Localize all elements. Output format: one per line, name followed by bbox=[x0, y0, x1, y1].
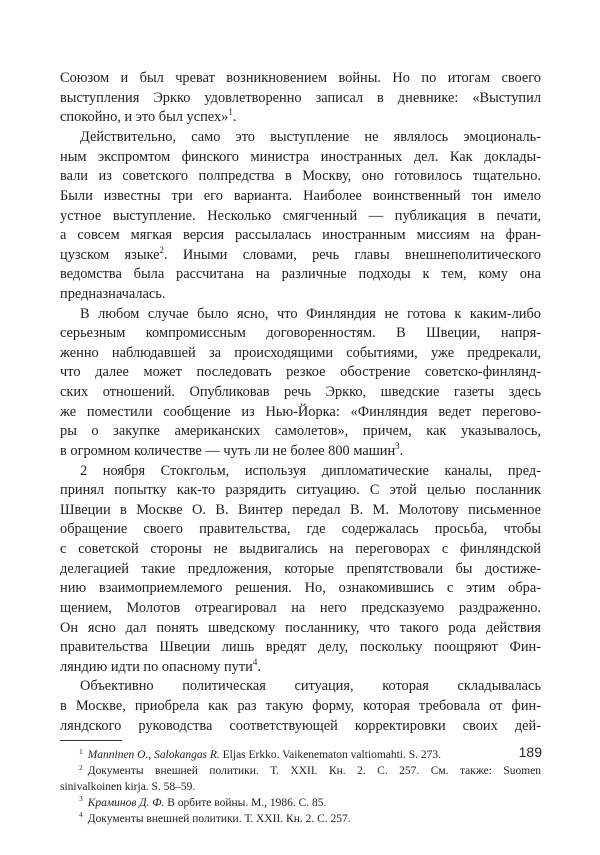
page-number: 189 bbox=[518, 743, 542, 760]
body-line: делегацией такие предложения, которые препятствовали бы достиже- bbox=[60, 560, 541, 577]
body-line: Объективно политическая ситуация, которая складывалась bbox=[80, 678, 541, 695]
footnote-number: 4 bbox=[79, 810, 83, 820]
body-line: ведомства была рассчитана на различные подходы к тем, кому она bbox=[60, 266, 541, 283]
body-line: выступления Эркко удовлетворенно записал в дневнике: «Выступил bbox=[60, 89, 541, 106]
body-line: серьезным компромиссным договоренностям. В Швеции, напря- bbox=[60, 325, 541, 342]
body-line: что далее может последовать резкое обострение советско-финлянд- bbox=[60, 364, 541, 381]
footnote-continuation: sinivalkoinen kirja. S. 58–59. bbox=[60, 781, 196, 794]
body-line: вали из советского полпредства в Москву, оно готовилось тщательно. bbox=[60, 168, 541, 185]
body-line-text: ляндию идти по опасному пути bbox=[60, 658, 253, 675]
body-line bbox=[60, 658, 541, 678]
footnote-ref: 4 bbox=[252, 657, 258, 668]
footnote-number: 1 bbox=[79, 746, 83, 756]
footnote-divider bbox=[60, 740, 122, 741]
body-line: Были известны три его варианта. Наиболее воинственный тон имело bbox=[60, 187, 541, 204]
footnote-number: 2 bbox=[79, 762, 83, 772]
footnote-text: Документы внешней политики. Т. XXII. Кн. 2. С. 257. См. также: Suomen bbox=[87, 765, 541, 778]
body-line-text: . bbox=[399, 442, 404, 459]
body-line: Союзом и был чреват возникновением войны. Но по итогам своего bbox=[60, 70, 541, 87]
body-line: щением, Молотов отреагировал на него предсказуемо раздраженно. bbox=[60, 599, 541, 616]
footnote bbox=[60, 748, 541, 764]
footnote bbox=[60, 796, 541, 812]
footnote-ref: 3 bbox=[395, 441, 400, 452]
footnote-ref: 1 bbox=[228, 107, 233, 118]
body-line-text: спокойно, и это был успех» bbox=[60, 109, 229, 126]
body-line: спокойно, и это был успех»$^1$. bbox=[60, 107, 237, 126]
body-line: ских отношений. Опубликовав речь Эркко, шведские газеты здесь bbox=[60, 384, 541, 401]
body-line: нию взаимоприемлемого решения. Но, ознакомившись с этим обра- bbox=[60, 580, 541, 597]
body-line-text: цузском языке bbox=[60, 246, 160, 263]
body-line: обращение своего правительства, где содержалась просьба, чтобы bbox=[60, 521, 541, 538]
body-line: ляндского руководства соответствующей корректировки своих дей- bbox=[60, 717, 541, 734]
footnote-author: Manninen O., Salokangas R. bbox=[87, 749, 220, 762]
body-line: предназначалась. bbox=[60, 286, 166, 302]
body-line: Действительно, само это выступление не являлось эмоциональ- bbox=[80, 129, 541, 146]
body-line-text: . Иными словами, речь главы внешнеполитического bbox=[163, 246, 541, 263]
body-line: Он ясно дал понять шведскому посланнику, что такого рода действия bbox=[60, 619, 541, 636]
body-line: ры о закупке американских самолетов», причем, как указывалось, bbox=[60, 423, 541, 440]
body-line: В любом случае было ясно, что Финляндия не готова к каким-либо bbox=[80, 305, 541, 322]
body-line: правительства Швеции лишь вредят делу, поскольку поощряют Фин- bbox=[60, 639, 541, 656]
footnote bbox=[60, 812, 541, 828]
body-line bbox=[60, 246, 541, 266]
body-line: же поместили сообщение из Нью-Йорка: «Финляндия ведет перегово- bbox=[60, 403, 541, 420]
body-line: а совсем мягкая версия рассылалась иностранным миссиям на фран- bbox=[60, 227, 541, 244]
body-line: в Москве, приобрела как раз такую форму, которая требовала от фин- bbox=[60, 698, 541, 715]
footnote-ref: 2 bbox=[159, 244, 164, 255]
footnote-number: 3 bbox=[79, 794, 83, 804]
body-line-text: в огромном количестве — чуть ли не более 800 машин bbox=[60, 442, 396, 459]
body-line-text: . bbox=[257, 658, 261, 675]
footnote-text: Eljas Erkko. Vaikenematon valtiomahti. S. 273. bbox=[219, 749, 441, 762]
footnote-author: Краминов Д. Ф. bbox=[87, 797, 165, 810]
body-line bbox=[60, 442, 541, 462]
footnote-text: Документы внешней политики. Т. XXII. Кн. 2. С. 257. bbox=[87, 813, 351, 826]
body-line: 2 ноября Стокгольм, используя дипломатические каналы, пред- bbox=[80, 462, 541, 479]
body-line: ным экспромтом финского министра иностранных дел. Как доклады- bbox=[60, 148, 541, 165]
body-line: устное выступление. Несколько смягченный — публикация в печати, bbox=[60, 207, 541, 224]
body-line: Швеции в Москве О. В. Винтер передал В. М. Молотову письменное bbox=[60, 501, 541, 518]
footnote-text: В орбите войны. М., 1986. С. 85. bbox=[164, 797, 327, 810]
footnote bbox=[60, 764, 541, 780]
body-line: принял попытку как-то разрядить ситуацию. С этой целью посланник bbox=[60, 482, 541, 499]
body-line: с советской стороны не выдвигались на переговорах с финляндской bbox=[60, 541, 541, 558]
body-line: женно наблюдавшей за происходящими событиями, уже предрекали, bbox=[60, 344, 541, 361]
